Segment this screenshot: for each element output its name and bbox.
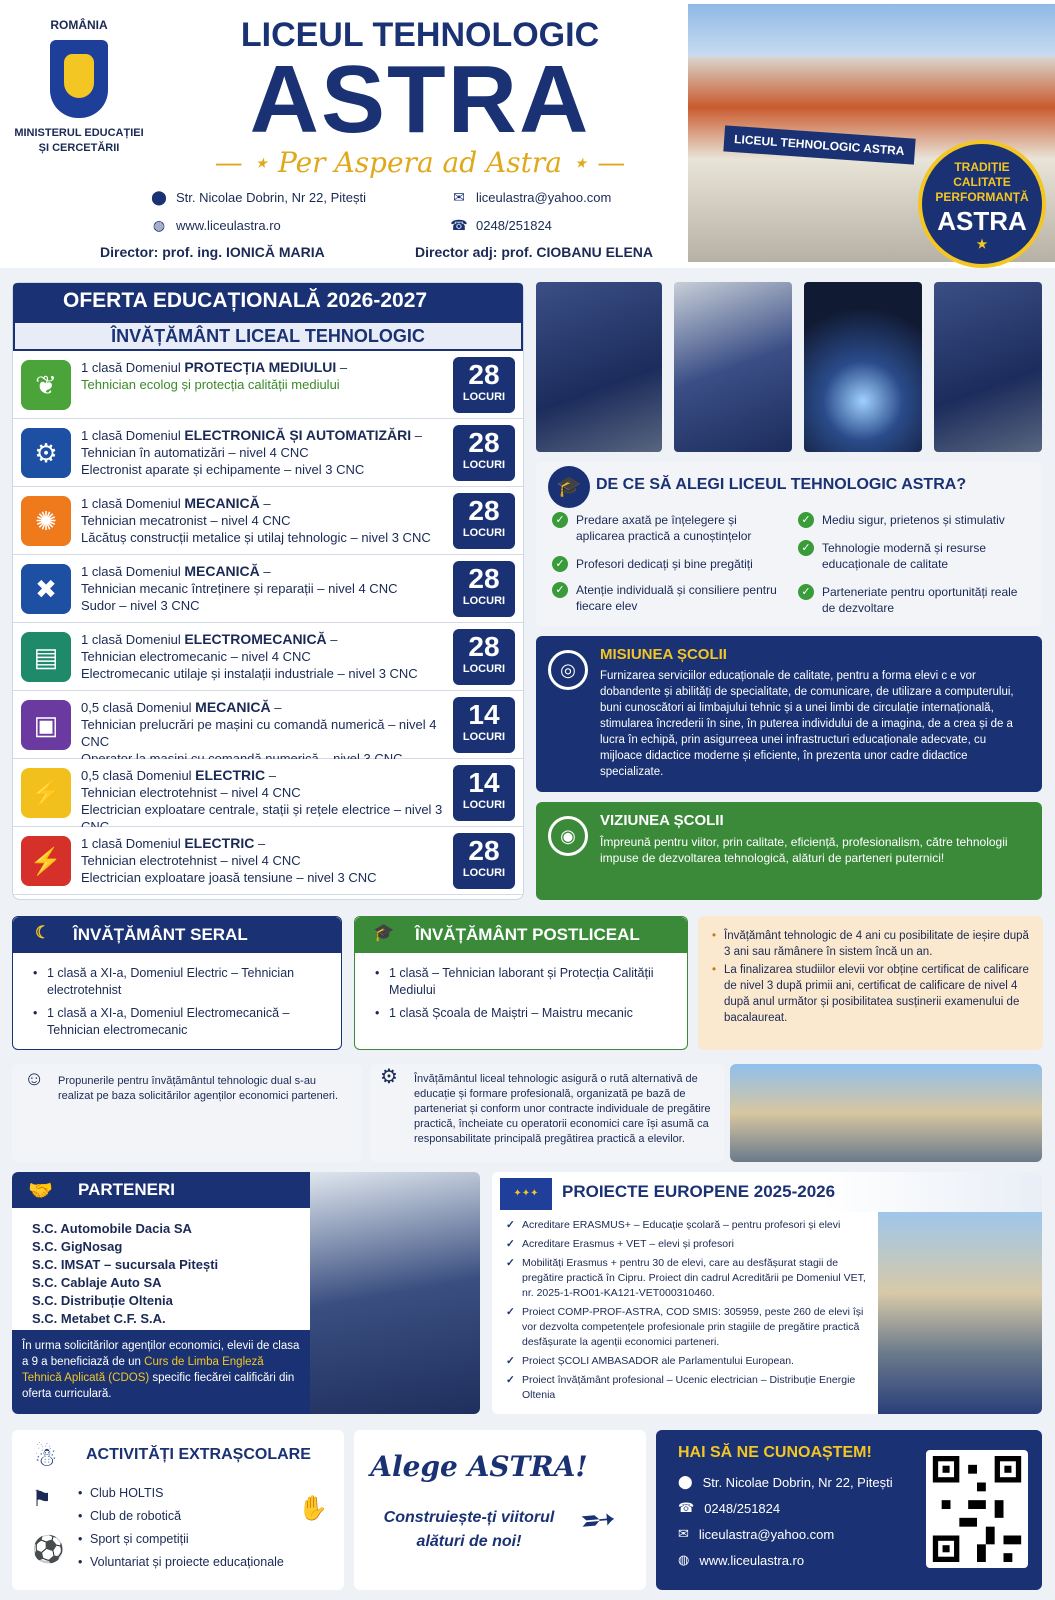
- gear-icon: ✺: [21, 496, 71, 546]
- students-ruins-photo: [730, 1064, 1042, 1162]
- envelope-icon: ✉: [678, 1526, 689, 1541]
- eu-project-item: ✓ Proiect COMP-PROF-ASTRA, COD SMIS: 305959, peste 260 de elevi își vor dezvolta competențele profesionale prin stagiile de pregătire practică desfășurate la agenții economici parteneri.: [506, 1305, 876, 1350]
- offer-row-prefix: 1 clasă Domeniul: [81, 360, 185, 375]
- footnote-highlight: Curs de Limba Engleză Tehnică Aplicată (CDOS): [22, 1356, 264, 1384]
- info-item: • Învățământ tehnologic de 4 ani cu posibilitate de ieșire după 3 ani sau rămânere în sistem încă un an.: [712, 928, 1029, 960]
- offer-row-dash: –: [259, 496, 271, 511]
- why-item: ✓ Tehnologie modernă și resurse educaționale de calitate: [798, 540, 1028, 572]
- moon-icon: ☾: [35, 923, 51, 942]
- footnote-end: specific fiecărei calificări din oferta curriculară.: [22, 1372, 295, 1400]
- partner-item: S.C. Cablaje Auto SA: [32, 1275, 162, 1290]
- handshake-icon: 🤝: [28, 1180, 53, 1202]
- offer-row-dash: –: [265, 768, 277, 783]
- offer-row-domain: PROTECȚIA MEDIULUI: [184, 359, 337, 375]
- motor-icon: ▤: [21, 632, 71, 682]
- eu-project-item: ✓ Proiect ȘCOLI AMBASADOR ale Parlamentului European.: [506, 1354, 876, 1369]
- offer-row: [13, 419, 523, 487]
- places-label: LOCURI: [462, 595, 506, 607]
- graduation-cap-icon: 🎓: [373, 923, 395, 942]
- list-item: • 1 clasă a XI-a, Domeniul Electric – Tehnician electrotehnist: [33, 965, 327, 999]
- school-title-line2: ASTRA: [249, 46, 591, 153]
- partner-item: S.C. Metabet C.F. S.A.: [32, 1311, 166, 1326]
- footnote-text: În urma solicitărilor agenților economici, elevii de clasa a 9 a beneficiază de un: [22, 1340, 300, 1368]
- places-badge: [453, 765, 515, 821]
- email-text[interactable]: liceulastra@yahoo.com: [476, 189, 612, 205]
- program-info: [698, 916, 1043, 1050]
- places-count: 28: [468, 563, 500, 594]
- sports-player-icon: ⚑: [32, 1486, 52, 1511]
- volunteer-icon: ✋: [298, 1495, 328, 1522]
- evening-school-section: [12, 916, 342, 1050]
- offer-row: [13, 623, 523, 691]
- partners-header: [12, 1172, 312, 1208]
- offer-row-domain-line: [81, 359, 461, 376]
- places-label: LOCURI: [462, 731, 506, 743]
- badge-line-4: ASTRA: [937, 206, 1027, 236]
- partners-list: [32, 1220, 218, 1328]
- phone-line[interactable]: [450, 216, 552, 234]
- places-count: 14: [468, 767, 500, 798]
- places-count: 28: [468, 359, 500, 390]
- target-icon: ◎: [548, 650, 588, 690]
- badge-line-3: PERFORMANȚĂ: [935, 190, 1029, 204]
- qr-code[interactable]: [926, 1450, 1028, 1568]
- partners-title: PARTENERI: [78, 1180, 175, 1199]
- places-count: 28: [468, 427, 500, 458]
- offer-row-domain: ELECTROMECANICĂ: [184, 631, 327, 647]
- offer-row-dash: –: [254, 836, 266, 851]
- offer-rows: [13, 351, 523, 895]
- offer-row-text: [81, 563, 461, 614]
- leaf-icon: ❦: [21, 360, 71, 410]
- places-label: LOCURI: [462, 799, 506, 811]
- contact-phone-text[interactable]: 0248/251824: [704, 1500, 781, 1516]
- student-lab-photo: [536, 282, 662, 452]
- vision-title: VIZIUNEA ȘCOLII: [600, 812, 724, 829]
- places-count: 28: [468, 495, 500, 526]
- contact-website[interactable]: [678, 1552, 804, 1568]
- eu-project-item: ✓ Mobilități Erasmus + pentru 30 de elevi, care au desfășurat stagii de pregătire practică în Cipru. Proiect din cadrul Acreditării pe Domeniul VET, nr. 2025-1-RO01-KA121-VET000310460.: [506, 1256, 876, 1301]
- wrench-icon: ✖: [21, 564, 71, 614]
- contact-phone[interactable]: [678, 1500, 780, 1516]
- offer-row-dash: –: [259, 564, 271, 579]
- phone-icon: ☎: [678, 1500, 695, 1515]
- offer-row-prefix: 1 clasă Domeniul: [81, 836, 185, 851]
- eu-projects-list: [506, 1218, 876, 1407]
- why-item: ✓ Atenție individuală și consiliere pentru fiecare elev: [552, 582, 782, 614]
- offer-row-qualification: Electromecanic utilaje și instalații industriale – nivel 3 CNC: [81, 666, 418, 681]
- students-computer-lab-photo: [310, 1172, 480, 1414]
- offer-row: [13, 691, 523, 759]
- cta-title: Alege ASTRA!: [370, 1450, 588, 1483]
- offer-row-text: [81, 835, 461, 886]
- offer-row-qualification: Tehnician mecatronist – nivel 4 CNC: [81, 513, 291, 528]
- offer-row-domain: MECANICĂ: [184, 563, 260, 579]
- star-icon: ★: [976, 237, 988, 251]
- location-pin-icon: ⬤: [678, 1474, 693, 1489]
- offer-row-domain-line: [81, 427, 461, 444]
- evening-school-header: [13, 917, 341, 953]
- partner-item: S.C. GigNosag: [32, 1239, 123, 1254]
- places-badge: [453, 629, 515, 685]
- european-projects-section: [492, 1172, 1042, 1414]
- contact-section: [656, 1430, 1042, 1590]
- address-line: [150, 188, 366, 206]
- header: [0, 0, 1055, 268]
- email-line[interactable]: [450, 188, 611, 206]
- places-badge: [453, 357, 515, 413]
- call-to-action: [354, 1430, 646, 1590]
- website-text[interactable]: www.liceulastra.ro: [176, 217, 281, 233]
- lightning-bolt-icon: ⚡: [21, 836, 71, 886]
- why-item: ✓ Predare axată pe înțelegere și aplicarea practică a cunoștințelor: [552, 512, 782, 544]
- crest-block: [14, 18, 144, 156]
- why-item: ✓ Profesori dedicați și bine pregătiți: [552, 556, 782, 572]
- places-badge: [453, 833, 515, 889]
- activity-item: • Voluntariat și proiecte educaționale: [78, 1551, 284, 1574]
- offer-row-domain-line: [81, 631, 461, 648]
- activity-item: • Club HOLTIS: [78, 1482, 284, 1505]
- offer-row: [13, 827, 523, 895]
- offer-row-dash: –: [336, 360, 348, 375]
- graduation-cap-icon: 🎓: [548, 466, 590, 508]
- values-badge: [918, 140, 1046, 268]
- eu-project-item: ✓ Acreditare Erasmus + VET – elevi și profesori: [506, 1237, 876, 1252]
- qr-code-icon: [932, 1456, 1022, 1562]
- phone-icon: ☎: [450, 216, 468, 233]
- activity-item: • Sport și competiții: [78, 1528, 284, 1551]
- eu-project-item: ✓ Proiect învățământ profesional – Ucenic electrician – Distribuție Energie Oltenia: [506, 1373, 876, 1403]
- offer-row-qualification: Tehnician mecanic întreținere și reparații – nivel 4 CNC: [81, 581, 398, 596]
- post-secondary-header: [355, 917, 687, 953]
- country-label: ROMÂNIA: [50, 18, 108, 32]
- student-electrical-panel-photo: [934, 282, 1042, 452]
- building-sign: LICEUL TEHNOLOGIC ASTRA: [723, 125, 915, 164]
- motto-text: Per Aspera ad Astra: [278, 146, 562, 179]
- phone-text[interactable]: 0248/251824: [476, 217, 552, 233]
- offer-row-prefix: 1 clasă Domeniul: [81, 564, 185, 579]
- offer-row-domain-line: [81, 767, 461, 784]
- offer-row-domain: ELECTRIC: [195, 767, 266, 783]
- offer-title: OFERTA EDUCAȚIONALĂ 2026-2027: [13, 283, 523, 321]
- offer-row-qualification: Tehnician electrotehnist – nivel 4 CNC: [81, 785, 301, 800]
- lightning-icon: ⚡: [21, 768, 71, 818]
- places-count: 14: [468, 699, 500, 730]
- offer-row-domain-line: [81, 495, 461, 512]
- offer-row-prefix: 1 clasă Domeniul: [81, 428, 185, 443]
- places-count: 28: [468, 631, 500, 662]
- places-badge: [453, 493, 515, 549]
- envelope-icon: ✉: [453, 188, 465, 205]
- list-item: • 1 clasă a XI-a, Domeniul Electromecanică – Tehnician electromecanic: [33, 1005, 327, 1039]
- cta-subtitle: Construiește-ți viitorul alături de noi!: [383, 1509, 555, 1550]
- partner-item: S.C. Automobile Dacia SA: [32, 1221, 192, 1236]
- why-choose-section: [536, 462, 1042, 626]
- offer-row-dash: –: [326, 632, 338, 647]
- eu-project-item: ✓ Acreditare ERASMUS+ – Educație școlară – pentru profesori și elevi: [506, 1218, 876, 1233]
- places-label: LOCURI: [462, 527, 506, 539]
- offer-row-dash: –: [411, 428, 423, 443]
- coat-of-arms-icon: [50, 40, 108, 118]
- offer-subtitle: ÎNVĂȚĂMÂNT LICEAL TEHNOLOGIC: [13, 321, 523, 351]
- offer-row: [13, 555, 523, 623]
- badge-line-1: TRADIȚIE: [954, 160, 1010, 174]
- offer-row-text: [81, 767, 461, 835]
- circuit-head-icon: ⚙: [21, 428, 71, 478]
- offer-row-text: [81, 631, 461, 682]
- offer-row-domain-line: [81, 563, 461, 580]
- eu-projects-title: PROIECTE EUROPENE 2025-2026: [492, 1172, 1042, 1212]
- educational-offer: [12, 282, 524, 900]
- post-secondary-title: ÎNVĂȚĂMÂNT POSTLICEAL: [415, 925, 640, 944]
- contact-address: [678, 1474, 893, 1490]
- offer-row-domain-line: [81, 699, 461, 716]
- mission-text: Furnizarea serviciilor educaționale de calitate, pentru a forma elevi c e vor dobandente și abilități de specialitate, de comunicare, de utilizare a computerului, buni cunoscători ai limbajului tehnic și a unei limbi de circulație internațională, stimularea încrederii în sine, în puterea individului de a imagina, de a crea și de a lucra în echipă, prin asigurreea unei infrastructuri educaționale adecvate, cu mijloace didactice moderne și eficiente, în prezenta unor cadre didactice specializate.: [600, 670, 1014, 778]
- contact-website-text[interactable]: www.liceulastra.ro: [699, 1552, 805, 1568]
- contact-title: HAI SĂ NE CUNOAȘTEM!: [678, 1444, 872, 1461]
- contact-address-text: Str. Nicolae Dobrin, Nr 22, Pitești: [702, 1474, 893, 1490]
- cnc-machine-icon: ▣: [21, 700, 71, 750]
- why-item: ✓ Parteneriate pentru oportunități reale de dezvoltare: [798, 584, 1028, 616]
- offer-row-qualification: Tehnician în automatizări – nivel 4 CNC: [81, 445, 309, 460]
- offer-row-domain: ELECTRONICĂ ȘI AUTOMATIZĂRI: [184, 427, 412, 443]
- badge-line-2: CALITATE: [953, 175, 1011, 189]
- offer-row-text: [81, 427, 461, 478]
- places-badge: [453, 697, 515, 753]
- evening-school-title: ÎNVĂȚĂMÂNT SERAL: [73, 925, 248, 944]
- extracurricular-title: ACTIVITĂȚI EXTRAȘCOLARE: [86, 1446, 311, 1463]
- offer-row-text: [81, 359, 461, 393]
- offer-row: [13, 487, 523, 555]
- offer-row-domain: MECANICĂ: [184, 495, 260, 511]
- globe-icon: ◍: [678, 1552, 690, 1567]
- students-eu-flag-photo: [878, 1212, 1042, 1414]
- director-name: Director: prof. ing. IONICĂ MARIA: [100, 244, 325, 260]
- places-count: 28: [468, 835, 500, 866]
- eye-icon: ◉: [548, 816, 588, 856]
- activity-item: • Club de robotică: [78, 1505, 284, 1528]
- places-label: LOCURI: [462, 391, 506, 403]
- offer-row-dash: –: [270, 700, 282, 715]
- address-text: Str. Nicolae Dobrin, Nr 22, Pitești: [176, 189, 367, 205]
- partners-section: [12, 1172, 480, 1414]
- school-motto: — ⋆ Per Aspera ad Astra ⋆ —: [214, 146, 626, 179]
- places-badge: [453, 425, 515, 481]
- mission-title: MISIUNEA ȘCOLII: [600, 646, 727, 663]
- offer-row: [13, 351, 523, 419]
- robot-icon: ☃: [34, 1442, 58, 1472]
- places-badge: [453, 561, 515, 617]
- partner-item: S.C. Distribuție Oltenia: [32, 1293, 173, 1308]
- offer-row-qualification: Electronist aparate și echipamente – nivel 3 CNC: [81, 462, 365, 477]
- dual-note-text: Propunerile pentru învățământul tehnologic dual s-au realizat pe baza solicitărilor agenților economici parteneri.: [58, 1075, 339, 1102]
- offer-row-qualification: Electrician exploatare joasă tensiune – nivel 3 CNC: [81, 870, 377, 885]
- gear-clock-icon: ⚙: [380, 1066, 398, 1088]
- extracurricular-section: [12, 1430, 344, 1590]
- deputy-director-name: Director adj: prof. CIOBANU ELENA: [415, 244, 654, 260]
- post-secondary-section: [354, 916, 688, 1050]
- offer-row-qualification: Sudor – nivel 3 CNC: [81, 598, 200, 613]
- route-note-text: Învățământul liceal tehnologic asigură o rută alternativă de educație și formare profesională, organizată pe bază de parteneriat și conform unor contracte individuale de pregătire practică, încheiate cu operatorii economici care își asumă ca responsabilitate principală pregătirea practică a elevilor.: [414, 1073, 711, 1145]
- offer-row-prefix: 1 clasă Domeniul: [81, 496, 185, 511]
- offer-row-qualification: Tehnician electrotehnist – nivel 4 CNC: [81, 853, 301, 868]
- soccer-ball-icon: ⚽: [32, 1534, 65, 1564]
- handshake-people-icon: ☺: [24, 1068, 45, 1090]
- why-item: ✓ Mediu sigur, prietenos și stimulativ: [798, 512, 1028, 528]
- location-pin-icon: ⬤: [151, 188, 167, 205]
- globe-icon: ◍: [152, 216, 166, 233]
- offer-row-text: [81, 699, 461, 767]
- rocket-icon: ➶: [568, 1488, 629, 1551]
- student-electronics-photo: [674, 282, 792, 452]
- mission-section: [536, 636, 1042, 792]
- places-label: LOCURI: [462, 459, 506, 471]
- contact-email[interactable]: [678, 1526, 834, 1542]
- route-note: [370, 1064, 724, 1162]
- why-title: DE CE SĂ ALEGI LICEUL TEHNOLOGIC ASTRA?: [596, 476, 967, 493]
- places-label: LOCURI: [462, 663, 506, 675]
- list-item: • 1 clasă Școala de Maiștri – Maistru mecanic: [375, 1005, 673, 1022]
- partner-item: S.C. IMSAT – sucursala Pitești: [32, 1257, 219, 1272]
- offer-row-qualification: Electrician exploatare centrale, stații și rețele electrice – nivel 3: [81, 802, 443, 817]
- offer-row-text: [81, 495, 461, 546]
- partners-footnote: [12, 1330, 310, 1414]
- contact-email-text[interactable]: liceulastra@yahoo.com: [698, 1526, 835, 1542]
- offer-row-prefix: 0,5 clasă Domeniul: [81, 700, 196, 715]
- offer-row-prefix: 1 clasă Domeniul: [81, 632, 185, 647]
- ministry-label: MINISTERUL EDUCAȚIEI ȘI CERCETĂRII: [14, 127, 144, 154]
- offer-row-prefix: 0,5 clasă Domeniul: [81, 768, 196, 783]
- school-title-line1: LICEUL TEHNOLOGIC: [240, 16, 600, 54]
- offer-row: [13, 759, 523, 827]
- vision-text: Împreună pentru viitor, prin calitate, eficiență, profesionalism, către tehnologii impuse de dezvoltarea tehnologică, alături de parteneri puternici!: [600, 835, 1008, 865]
- dual-note: [12, 1064, 362, 1162]
- offer-row-domain-line: [81, 835, 461, 852]
- offer-row-qualification: Tehnician electromecanic – nivel 4 CNC: [81, 649, 311, 664]
- offer-row-domain: ELECTRIC: [184, 835, 255, 851]
- website-line[interactable]: [150, 216, 281, 234]
- vision-section: [536, 802, 1042, 900]
- offer-row-qualification: Lăcătuș construcții metalice și utilaj tehnologic – nivel 3 CNC: [81, 530, 431, 545]
- offer-row-qualification: Tehnician ecolog și protecția calității mediului: [81, 377, 340, 392]
- welding-photo: [804, 282, 922, 452]
- offer-row-domain: MECANICĂ: [195, 699, 271, 715]
- eu-flag-icon: ✦✦✦: [500, 1178, 552, 1210]
- offer-row-qualification: Tehnician prelucrări pe mașini cu comandă numerică – nivel 4 CNC: [81, 717, 437, 749]
- list-item: • 1 clasă – Tehnician laborant și Protecția Calității Mediului: [375, 965, 673, 999]
- extracurricular-list: [78, 1482, 284, 1574]
- info-item: • La finalizarea studiilor elevii vor obține certificat de calificare de nivel 3 după primii ani, certificat de calificare de nivel 4 după anul următor și posibilitatea susținerii examenului de bacalaureat.: [712, 962, 1029, 1026]
- places-label: LOCURI: [462, 867, 506, 879]
